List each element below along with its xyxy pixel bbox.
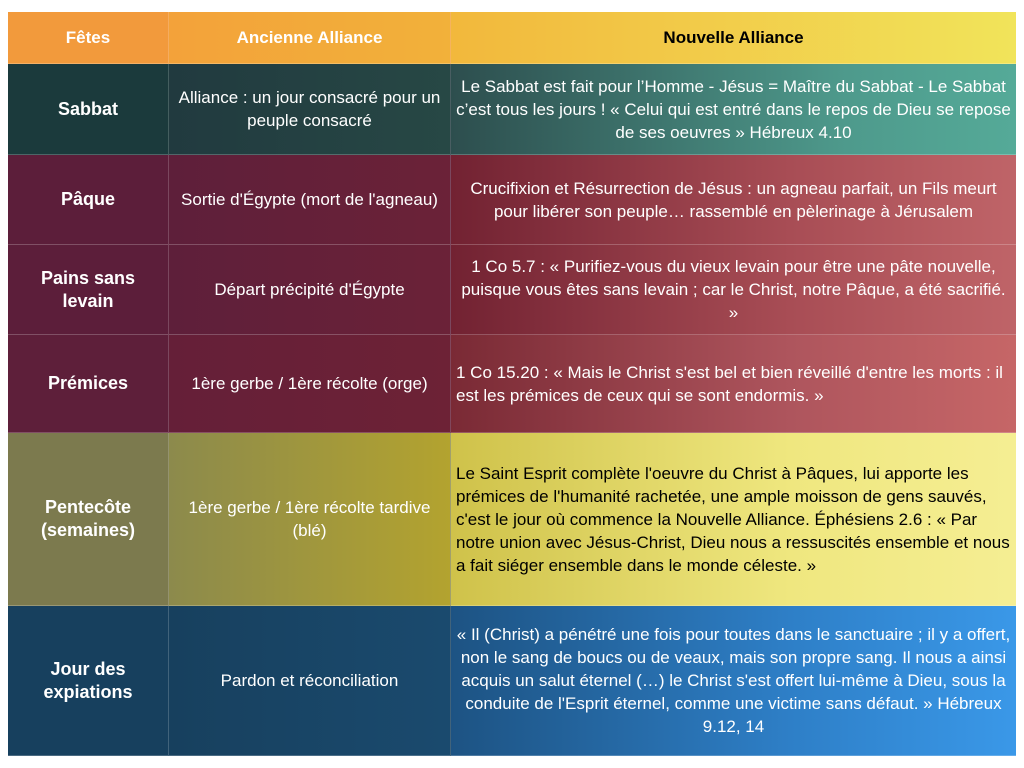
fete-name: Pentecôte (semaines) [8, 433, 169, 606]
feasts-comparison-table [8, 12, 1016, 756]
ancienne-alliance-text: Sortie d'Égypte (mort de l'agneau) [169, 155, 451, 245]
fete-name: Jour des expiations [8, 606, 169, 756]
nouvelle-alliance-text: Le Sabbat est fait pour l’Homme - Jésus = Maître du Sabbat - Le Sabbat c’est tous les jours ! « Celui qui est entré dans le repos de Dieu se repose de ses oeuvres » Hébreux 4.10 [451, 64, 1016, 155]
nouvelle-alliance-text: 1 Co 15.20 : « Mais le Christ s'est bel et bien réveillé d'entre les morts : il est les prémices de ceux qui se sont endormis. » [451, 335, 1016, 433]
fete-name: Sabbat [8, 64, 169, 155]
header-nouvelle-alliance: Nouvelle Alliance [451, 12, 1016, 64]
table-row-pains-sans-levain [8, 245, 1016, 335]
table-row-jour-des-expiations [8, 606, 1016, 756]
header-ancienne-alliance: Ancienne Alliance [169, 12, 451, 64]
table-row-premices [8, 335, 1016, 433]
ancienne-alliance-text: Pardon et réconciliation [169, 606, 451, 756]
table-row-pentecote [8, 433, 1016, 606]
nouvelle-alliance-text: 1 Co 5.7 : « Purifiez-vous du vieux levain pour être une pâte nouvelle, puisque vous êtes sans levain ; car le Christ, notre Pâque, a été sacrifié. » [451, 245, 1016, 335]
nouvelle-alliance-text: Crucifixion et Résurrection de Jésus : un agneau parfait, un Fils meurt pour libérer son peuple… rassemblé en pèlerinage à Jérusalem [451, 155, 1016, 245]
ancienne-alliance-text: 1ère gerbe / 1ère récolte (orge) [169, 335, 451, 433]
table-header-row [8, 12, 1016, 64]
fete-name: Pains sans levain [8, 245, 169, 335]
nouvelle-alliance-text: Le Saint Esprit complète l'oeuvre du Christ à Pâques, lui apporte les prémices de l'humanité rachetée, une ample moisson de gens sauvés, c'est le jour où commence la Nouvelle Alliance. Éphésiens 2.6 : « Par notre union avec Jésus-Christ, Dieu nous a ressuscités ensemble et nous a fait siéger ensemble dans le monde céleste. » [451, 433, 1016, 606]
fete-name: Prémices [8, 335, 169, 433]
ancienne-alliance-text: Départ précipité d'Égypte [169, 245, 451, 335]
ancienne-alliance-text: 1ère gerbe / 1ère récolte tardive (blé) [169, 433, 451, 606]
fete-name: Pâque [8, 155, 169, 245]
ancienne-alliance-text: Alliance : un jour consacré pour un peuple consacré [169, 64, 451, 155]
nouvelle-alliance-text: « Il (Christ) a pénétré une fois pour toutes dans le sanctuaire ; il y a offert, non le sang de boucs ou de veaux, mais son propre sang. Il nous a ainsi acquis un salut éternel (…) le Christ s'est offert lui-même à Dieu, sous la conduite de l'Esprit éternel, comme une victime sans défaut. » Hébreux 9.12, 14 [451, 606, 1016, 756]
header-fetes: Fêtes [8, 12, 169, 64]
table-row-paque [8, 155, 1016, 245]
table-row-sabbat [8, 64, 1016, 155]
